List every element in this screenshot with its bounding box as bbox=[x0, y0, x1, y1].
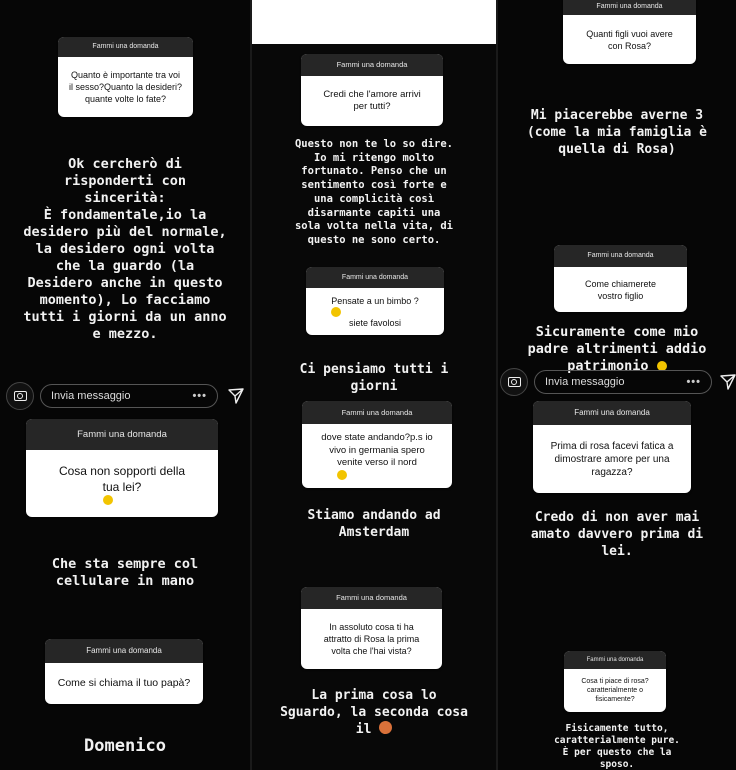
question-card bbox=[301, 54, 443, 126]
question-text: quante volte lo fate? bbox=[84, 94, 167, 104]
answer-line: Sicuramente come mio bbox=[535, 324, 699, 340]
question-card-header: Fammi una domanda bbox=[302, 401, 452, 424]
white-panel bbox=[252, 0, 496, 44]
question-card bbox=[554, 245, 687, 312]
question-card bbox=[58, 37, 193, 117]
question-card-header: Fammi una domanda bbox=[306, 267, 444, 288]
question-text: siete favolosi bbox=[348, 317, 402, 328]
answer-text: Domenico bbox=[84, 736, 166, 756]
more-icon[interactable]: ••• bbox=[192, 390, 207, 402]
question-text: ragazza? bbox=[591, 466, 633, 478]
question-text: il sesso?Quanto la desideri? bbox=[68, 82, 183, 92]
question-card-header: Fammi una domanda bbox=[554, 245, 687, 267]
peach-emoji-icon bbox=[379, 721, 392, 734]
message-placeholder: Invia messaggio bbox=[51, 390, 131, 402]
question-text: attratto di Rosa la prima bbox=[323, 634, 420, 644]
send-icon bbox=[228, 388, 244, 404]
question-card-header: Fammi una domanda bbox=[301, 54, 443, 76]
question-text: vostro figlio bbox=[597, 290, 644, 301]
answer-text: Fisicamente tutto, caratterialmente pure. È per questo che la sposo. bbox=[554, 723, 680, 770]
answer-line: padre altrimenti addio bbox=[527, 341, 707, 357]
question-card-header: Fammi una domanda bbox=[26, 419, 218, 450]
camera-button[interactable] bbox=[6, 382, 34, 410]
message-input[interactable] bbox=[40, 384, 218, 408]
send-button[interactable] bbox=[720, 374, 736, 390]
question-text: venite verso il nord bbox=[337, 457, 417, 469]
message-bar bbox=[500, 368, 736, 396]
question-text: Cosa non sopporti della bbox=[58, 463, 186, 478]
heart-eyes-emoji-icon bbox=[337, 470, 347, 480]
send-icon bbox=[720, 374, 736, 390]
answer-text: Credo di non aver mai amato davvero prima di lei. bbox=[530, 510, 704, 559]
more-icon[interactable]: ••• bbox=[686, 376, 701, 388]
question-text: Credi che l'amore arrivi bbox=[323, 89, 421, 100]
question-card bbox=[533, 401, 691, 493]
answer-line: il bbox=[355, 722, 372, 737]
question-text: Prima di rosa facevi fatica a bbox=[550, 440, 674, 452]
question-text: volta che l'hai vista? bbox=[331, 646, 412, 656]
question-text: tua lei? bbox=[102, 479, 142, 494]
answer-text: Ok cercherò di risponderti con sincerità: È fondamentale,io la desidero più del normale, la desidero ogni volta che la guardo (la Desidero anche in questo momento), Lo facciamo tutti i giorni da un anno e mezzo. bbox=[23, 156, 227, 342]
question-text: dimostrare amore per una bbox=[554, 453, 670, 465]
message-placeholder: Invia messaggio bbox=[545, 376, 625, 388]
question-text: Pensate a un bimbo ? bbox=[331, 295, 419, 306]
story-column-3 bbox=[498, 0, 736, 770]
camera-button[interactable] bbox=[500, 368, 528, 396]
answer-text: Mi piacerebbe averne 3 (come la mia famiglia è quella di Rosa) bbox=[526, 108, 707, 157]
question-card bbox=[45, 639, 203, 704]
question-card-header: Fammi una domanda bbox=[563, 0, 696, 15]
question-text: In assoluto cosa ti ha bbox=[329, 622, 414, 632]
question-text: Come si chiama il tuo papà? bbox=[57, 677, 191, 689]
question-text: per tutti? bbox=[353, 101, 391, 112]
question-card bbox=[301, 587, 442, 669]
camera-icon bbox=[14, 391, 27, 401]
send-button[interactable] bbox=[228, 388, 244, 404]
question-text: con Rosa? bbox=[607, 40, 652, 51]
answer-line: patrimonio bbox=[567, 358, 649, 374]
question-card bbox=[302, 401, 452, 488]
question-card-header: Fammi una domanda bbox=[533, 401, 691, 425]
answer-text bbox=[252, 687, 496, 738]
question-card-header: Fammi una domanda bbox=[58, 37, 193, 57]
question-card bbox=[306, 267, 444, 335]
story-column-1 bbox=[0, 0, 250, 770]
laughing-emoji-icon bbox=[103, 495, 113, 505]
question-card bbox=[26, 419, 218, 517]
question-text: vivo in germania spero bbox=[329, 444, 425, 456]
question-card-header: Fammi una domanda bbox=[564, 651, 666, 669]
question-text: Quanto è importante tra voi bbox=[70, 70, 181, 80]
question-card bbox=[563, 0, 696, 64]
question-card-header: Fammi una domanda bbox=[301, 587, 442, 609]
heart-eyes-emoji-icon bbox=[331, 307, 341, 317]
message-bar bbox=[6, 382, 244, 410]
answer-line: La prima cosa lo bbox=[311, 688, 437, 703]
question-text: fisicamente? bbox=[595, 696, 635, 703]
answer-text: Ci pensiamo tutti i giorni bbox=[299, 362, 449, 394]
message-input[interactable] bbox=[534, 370, 712, 394]
answer-text: Che sta sempre col cellulare in mano bbox=[51, 556, 199, 589]
answer-text: Questo non te lo so dire. Io mi ritengo molto fortunato. Penso che un sentimento così forte e una complicità così disarmante capiti una sola volta nella vita, di questo ne sono certo. bbox=[294, 138, 454, 246]
question-text: Quanti figli vuoi avere bbox=[586, 28, 673, 39]
question-text: dove state andando?p.s io bbox=[321, 432, 433, 444]
question-text: Cosa ti piace di rosa? bbox=[581, 678, 649, 685]
question-card bbox=[564, 651, 666, 712]
story-column-2 bbox=[252, 0, 496, 770]
question-text: Come chiamerete bbox=[584, 278, 657, 289]
answer-text: Stiamo andando ad Amsterdam bbox=[307, 508, 441, 540]
question-text: caratterialmente o bbox=[586, 687, 644, 694]
camera-icon bbox=[508, 377, 521, 387]
question-card-header: Fammi una domanda bbox=[45, 639, 203, 663]
answer-line: Sguardo, la seconda cosa bbox=[280, 705, 468, 720]
